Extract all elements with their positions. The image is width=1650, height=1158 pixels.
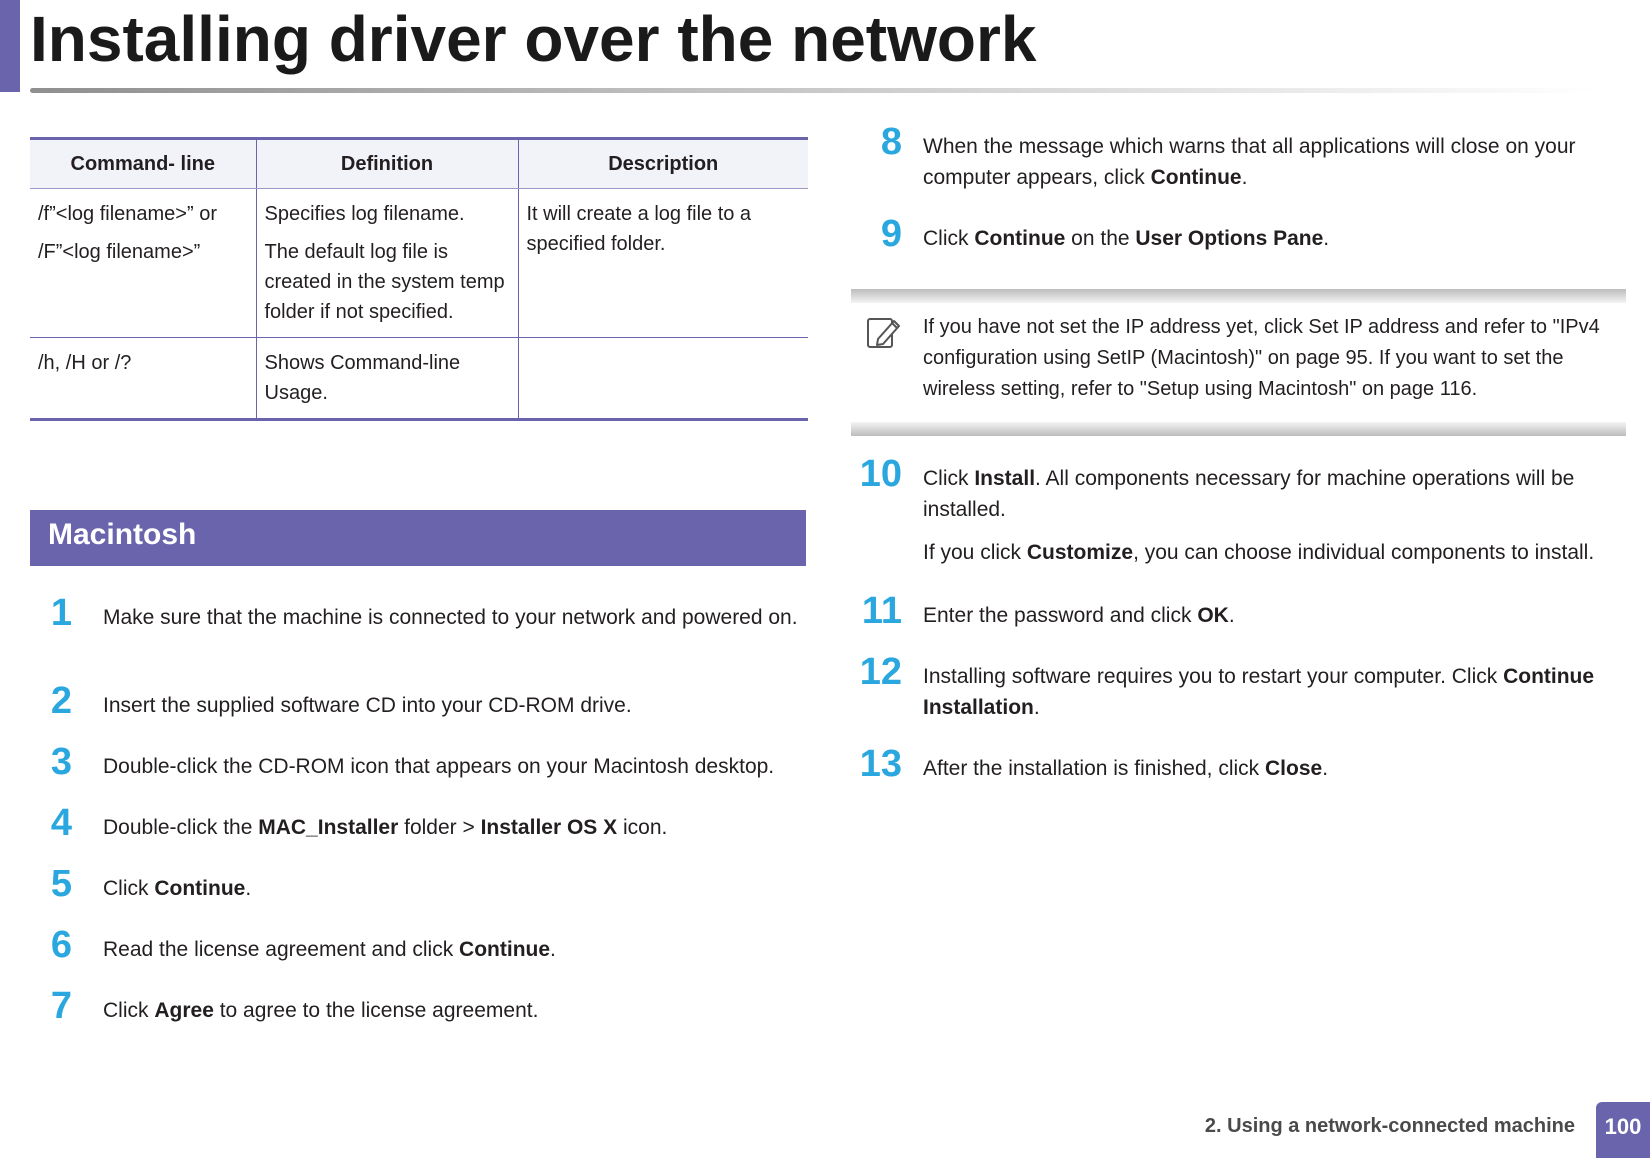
step-bold-term: Continue: [974, 227, 1066, 250]
step-bold-term: Continue: [459, 938, 551, 961]
step-text-run: When the message which warns that all applications will close on your computer appears, click: [923, 135, 1576, 189]
step-text-run: icon.: [617, 816, 668, 839]
step-text-run: folder >: [398, 816, 481, 839]
section-header-macintosh: [30, 510, 806, 566]
step-number: 1: [50, 592, 72, 634]
step-bold-term: Continue: [154, 877, 246, 900]
step-text-run: Click: [923, 227, 975, 250]
step-text: [103, 873, 808, 904]
step-number: 2: [50, 680, 72, 722]
step-body: [923, 463, 1628, 568]
step-bold-term: Installer OS X: [480, 816, 618, 839]
definition-text: Shows Command-line Usage.: [264, 352, 461, 404]
step-text-run: Read the license agreement and click: [103, 938, 460, 961]
step-text-run: Make sure that the machine is connected to your network and powered on.: [103, 606, 798, 629]
step-text: [923, 661, 1628, 723]
step-bold-term: Install: [974, 467, 1036, 490]
step-text-run: , you can choose individual components to install.: [1133, 541, 1595, 564]
step-number: 9: [880, 213, 902, 255]
step-text-run: If you click: [923, 541, 1027, 564]
step-number: 12: [859, 651, 902, 693]
footer-chapter: 2. Using a network-connected machine: [1204, 1115, 1575, 1137]
step-text: [923, 463, 1628, 525]
cell-description: [518, 338, 808, 420]
step-bold-term: OK: [1197, 604, 1229, 627]
step-text-run: .: [1033, 696, 1040, 719]
step-bold-term: Continue: [1150, 166, 1242, 189]
step-number: 11: [861, 590, 902, 632]
step-number: 6: [50, 924, 72, 966]
step-text-run: .: [245, 877, 252, 900]
step-text-run: Click: [923, 467, 975, 490]
step-text-run: to agree to the license agreement.: [213, 999, 539, 1022]
command-line-text: /f”<log filename>” or: [38, 203, 217, 225]
step-text: [103, 934, 808, 965]
column-header-description: Description: [518, 139, 808, 189]
title-divider: [30, 88, 1600, 93]
cell-definition: [256, 338, 518, 420]
step-text-run: Click: [103, 999, 155, 1022]
column-header-command: Command- line: [30, 139, 256, 189]
step-bold-term: Continue Installation: [923, 665, 1595, 719]
step-text-run: After the installation is finished, click: [923, 757, 1265, 780]
cell-command: [30, 338, 256, 420]
step-text: [103, 690, 808, 721]
step-text: [923, 753, 1628, 784]
note-top-border: [851, 289, 1626, 303]
note-text: If you have not set the IP address yet, click Set IP address and refer to "IPv4 configuration using SetIP (Macintosh)" on page 95. If you want to set the wireless setting, refer to "Setup using Macintosh" on page 116.: [923, 316, 1600, 400]
title-accent-bar: [0, 0, 20, 92]
step-text-run: Insert the supplied software CD into your CD-ROM drive.: [103, 694, 632, 717]
step-bold-term: MAC_Installer: [258, 816, 399, 839]
description-text: It will create a log file to a specified folder.: [526, 203, 752, 255]
step-text-run: .: [1241, 166, 1248, 189]
step-text: [103, 751, 808, 782]
command-line-table: [30, 137, 808, 421]
step-number: 10: [859, 453, 902, 495]
cell-command: [30, 189, 256, 338]
step-bold-term: User Options Pane: [1135, 227, 1324, 250]
definition-text: Specifies log filename.: [264, 203, 465, 225]
step-text-run: .: [1322, 757, 1329, 780]
step-text: [923, 131, 1628, 193]
step-number: 5: [50, 863, 72, 905]
step-number: 4: [50, 802, 72, 844]
table-row: [30, 338, 808, 420]
cell-definition: [256, 189, 518, 338]
step-text-run: .: [550, 938, 556, 961]
command-line-text: /F”<log filename>”: [38, 241, 201, 263]
step-text-run: Click: [103, 877, 155, 900]
step-number: 3: [50, 741, 72, 783]
step-number: 7: [50, 985, 72, 1027]
step-text-run: on the: [1065, 227, 1136, 250]
note-bottom-border: [851, 422, 1626, 436]
step-text-run: Double-click the: [103, 816, 259, 839]
cell-description: [518, 189, 808, 338]
step-text-run: . All components necessary for machine operations will be installed.: [923, 467, 1575, 521]
page-title: Installing driver over the network: [30, 3, 1037, 75]
step-bold-term: Agree: [154, 999, 214, 1022]
step-text: [103, 995, 808, 1026]
step-text: [103, 812, 808, 843]
step-subtext: [923, 537, 1628, 568]
step-number: 13: [859, 743, 902, 785]
pencil-note-icon: [864, 313, 904, 353]
command-line-text: /h, /H or /?: [38, 352, 132, 374]
table-row: [30, 189, 808, 338]
step-text-run: Double-click the CD-ROM icon that appears on your Macintosh desktop.: [103, 755, 775, 778]
page-number: 100: [1596, 1102, 1650, 1158]
step-text-run: .: [1323, 227, 1330, 250]
step-text: [923, 223, 1628, 254]
definition-text: The default log file is created in the system temp folder if not specified.: [264, 241, 505, 323]
section-title: Macintosh: [48, 518, 197, 551]
step-bold-term: Close: [1265, 757, 1323, 780]
step-text: [923, 600, 1628, 631]
table-header-row: [30, 139, 808, 189]
step-text-run: Enter the password and click: [923, 604, 1198, 627]
column-header-definition: Definition: [256, 139, 518, 189]
step-text: [103, 602, 808, 633]
step-bold-term: Customize: [1026, 541, 1134, 564]
step-text-run: .: [1228, 604, 1235, 627]
step-text-run: Installing software requires you to restart your computer. Click: [923, 665, 1504, 688]
step-number: 8: [880, 121, 902, 163]
